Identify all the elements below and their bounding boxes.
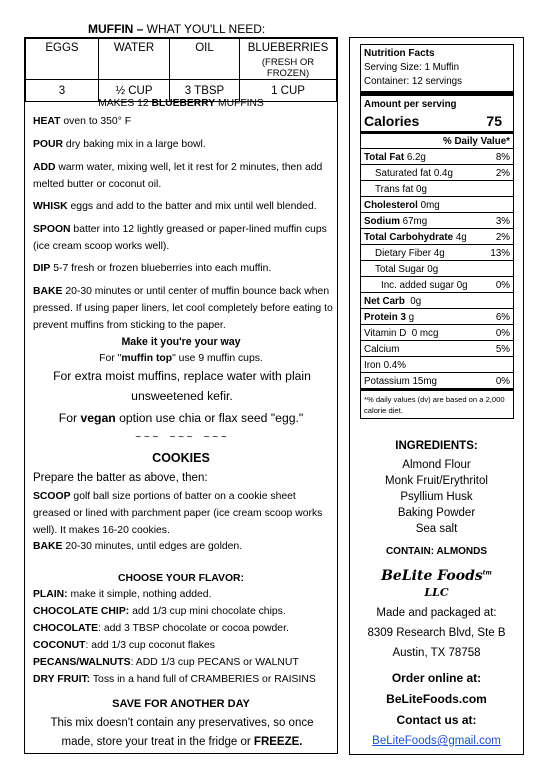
bake-text: 20-30 minutes, until edges are golden. xyxy=(62,541,243,552)
nutrient-label xyxy=(375,262,438,276)
nutrition-row xyxy=(361,164,513,180)
nutrient-amount: Inc. added sugar 0g xyxy=(381,280,468,291)
servings-container: Container: 12 servings xyxy=(364,76,463,87)
nutrient-label xyxy=(364,374,437,388)
nutrient-amount: 6.2g xyxy=(404,152,426,163)
contact-label: Contact us at: xyxy=(396,713,477,727)
step-bold: ADD xyxy=(33,162,56,173)
ingredient-item: Sea salt xyxy=(415,523,458,535)
nutrition-row xyxy=(361,212,513,228)
step-text: dry baking mix in a large bowl. xyxy=(63,139,206,150)
flavor-chocolate-chip xyxy=(33,603,333,620)
calories-value: 75 xyxy=(486,113,502,129)
nutrition-row xyxy=(361,196,513,212)
nutrient-amount: 0mg xyxy=(417,200,440,211)
step-bold: WHISK xyxy=(33,201,68,212)
nutrition-row xyxy=(361,372,513,388)
save-text-pre: This mix doesn't contain any preservatives, so once made, store your treat in the fridge or xyxy=(50,717,314,748)
nutrient-amount: Dietary Fiber 4g xyxy=(375,248,445,259)
ingredients-heading: INGREDIENTS: xyxy=(395,440,478,452)
step-dip xyxy=(33,260,333,277)
nutrient-name: Cholesterol xyxy=(364,200,418,211)
ingredient-item: Baking Powder xyxy=(397,507,476,519)
save-text-bold: FREEZE. xyxy=(253,736,303,748)
nutrition-row xyxy=(361,292,513,308)
flavor-text: make it simple, nothing added. xyxy=(67,589,212,600)
nutrient-label xyxy=(364,214,427,228)
nutrient-label xyxy=(364,326,438,340)
step-bold: SPOON xyxy=(33,224,71,235)
blueberries-sub: (FRESH OR FROZEN) xyxy=(261,57,315,79)
cookies-bake xyxy=(33,538,333,555)
value-eggs: 3 xyxy=(26,80,99,102)
nutrient-daily-value: 5% xyxy=(495,344,510,355)
nutrient-amount: Iron 0.4% xyxy=(364,360,406,371)
nutrient-amount: Trans fat 0g xyxy=(375,184,427,195)
title-rest: WHAT YOU'LL NEED: xyxy=(146,22,266,36)
step-pour xyxy=(33,136,333,153)
cookies-intro: Prepare the batter as above, then: xyxy=(33,472,208,484)
step-text: eggs and add to the batter and mix until well blended. xyxy=(67,201,317,212)
step-text: batter into 12 lightly greased or paper-lined muffin cups (ice cream scoop works well). xyxy=(33,224,327,252)
scoop-text: golf ball size portions of batter on a cookie sheet greased or lined with parchment paper (ice cream scoop works well). It makes 16-20 cookies. xyxy=(33,491,323,536)
nutrition-footnote: *% daily values (dv) are based on a 2,000 calorie diet. xyxy=(361,388,513,418)
flavor-text: : ADD 1/3 cup PECANS or WALNUT xyxy=(130,657,299,668)
blueberries-label: BLUEBERRIES xyxy=(247,42,329,54)
header-eggs: EGGS xyxy=(26,39,99,80)
flavor-plain xyxy=(33,586,333,603)
nutrient-amount: g xyxy=(405,312,415,323)
address-line1: 8309 Research Blvd, Ste B xyxy=(367,627,506,639)
nutrition-row xyxy=(361,180,513,196)
vegan-post: option use chia or flax seed "egg." xyxy=(115,411,304,425)
cookies-scoop xyxy=(33,488,333,539)
nutrient-daily-value: 0% xyxy=(495,376,510,387)
brand-mark: tm xyxy=(482,569,492,577)
website: BeLiteFoods.com xyxy=(386,692,487,706)
nutrient-label xyxy=(364,294,421,308)
nutrition-row xyxy=(361,148,513,164)
muffin-top-line xyxy=(25,350,337,367)
cookies-heading: COOKIES xyxy=(152,451,210,465)
daily-value-header: % Daily Value* xyxy=(361,131,513,148)
save-text xyxy=(37,714,327,752)
nutrient-amount: 0g xyxy=(404,296,422,307)
page-title xyxy=(88,22,265,36)
muffin-top-post: " use 9 muffin cups. xyxy=(172,353,263,364)
nutrition-row xyxy=(361,244,513,260)
made-by: Made and packaged at: xyxy=(376,607,497,619)
nutrient-label xyxy=(364,358,406,372)
flavor-bold: PLAIN: xyxy=(33,589,68,600)
nutrition-row xyxy=(361,340,513,356)
nutrient-amount: Total Sugar 0g xyxy=(375,264,439,275)
nutrition-row xyxy=(361,276,513,292)
moist-note: For extra moist muffins, replace water with plain unsweetened kefir. xyxy=(53,369,311,403)
ingredient-item: Monk Fruit/Erythritol xyxy=(385,475,488,487)
save-heading: SAVE FOR ANOTHER DAY xyxy=(112,698,250,710)
nutrient-label xyxy=(375,182,427,196)
flavor-bold: PECANS/WALNUTS xyxy=(33,657,131,668)
header-blueberries xyxy=(240,39,337,80)
nutrient-daily-value: 2% xyxy=(495,168,510,179)
nutrient-amount: 4g xyxy=(453,232,467,243)
header-oil: OIL xyxy=(170,39,240,80)
step-text: 5-7 fresh or frozen blueberries into each muffin. xyxy=(50,263,272,274)
nutrition-row xyxy=(361,356,513,372)
nutrient-amount: Potassium 15mg xyxy=(364,376,437,387)
email-link[interactable]: BeLiteFoods@gmail.com xyxy=(372,735,501,747)
order-label: Order online at: xyxy=(391,671,482,685)
makes-line xyxy=(25,95,337,112)
nutrient-name: Net Carb xyxy=(364,296,405,307)
flavor-bold: COCONUT xyxy=(33,640,86,651)
flavor-heading: CHOOSE YOUR FLAVOR: xyxy=(117,573,245,584)
nutrient-name: Protein 3 xyxy=(364,312,406,323)
vegan-note xyxy=(25,410,337,427)
recipe-panel xyxy=(24,37,338,754)
ingredient-item: Psyllium Husk xyxy=(400,491,473,503)
makes-post: MUFFINS xyxy=(215,98,264,109)
nutrient-label xyxy=(364,342,399,356)
nutrient-label xyxy=(375,166,453,180)
address-line2: Austin, TX 78758 xyxy=(392,647,481,659)
nutrient-amount: Calcium xyxy=(364,344,400,355)
title-bold: MUFFIN – xyxy=(88,22,147,36)
nutrient-name: Sodium xyxy=(364,216,400,227)
flavor-text: add 1/3 cup mini chocolate chips. xyxy=(129,606,286,617)
contains-allergen: CONTAIN: ALMONDS xyxy=(385,546,488,557)
step-heat xyxy=(33,113,333,130)
muffin-top-bold: muffin top xyxy=(121,353,173,364)
ingredients-list xyxy=(350,457,523,537)
calories-row xyxy=(361,111,513,131)
nutrition-title: Nutrition Facts xyxy=(364,48,435,59)
nutrient-label xyxy=(364,230,467,244)
nutrient-daily-value: 8% xyxy=(495,152,510,163)
nutrition-row xyxy=(361,308,513,324)
scoop-bold: SCOOP xyxy=(33,491,71,502)
brand-llc: LLC xyxy=(424,586,449,599)
nutrient-amount: 67mg xyxy=(399,216,428,227)
nutrition-row xyxy=(361,228,513,244)
step-add xyxy=(33,159,333,193)
step-bold: BAKE xyxy=(33,286,63,297)
flavor-dry-fruit xyxy=(33,671,333,688)
nutrient-label xyxy=(381,278,468,292)
flavor-pecans xyxy=(33,654,333,671)
makes-bold: BLUEBERRY xyxy=(151,98,216,109)
serving-size: Serving Size: 1 Muffin xyxy=(364,62,460,73)
flavor-text: : add 3 TBSP chocolate or cocoa powder. xyxy=(98,623,289,634)
value-oil: 3 TBSP xyxy=(170,80,240,102)
nutrient-label xyxy=(364,198,440,212)
step-bold: DIP xyxy=(33,263,51,274)
nutrition-row xyxy=(361,324,513,340)
value-water: ½ CUP xyxy=(99,80,170,102)
calories-label: Calories xyxy=(364,113,420,129)
divider: ~ ~ ~ ~ ~ ~ ~ ~ ~ xyxy=(135,432,227,443)
vegan-pre: For xyxy=(58,411,81,425)
value-blueberries: 1 CUP xyxy=(240,80,337,102)
flavor-text: : add 1/3 cup coconut flakes xyxy=(85,640,215,651)
your-way-heading: Make it you're your way xyxy=(121,336,241,348)
ingredient-item: Almond Flour xyxy=(402,459,471,471)
nutrient-label xyxy=(375,246,445,260)
step-spoon xyxy=(33,221,333,255)
nutrient-daily-value: 0% xyxy=(495,328,510,339)
nutrient-daily-value: 2% xyxy=(495,232,510,243)
header-water: WATER xyxy=(99,39,170,80)
flavor-bold: DRY FRUIT: xyxy=(33,674,91,685)
nutrient-label xyxy=(364,310,414,324)
nutrition-facts xyxy=(360,44,514,419)
nutrition-rows xyxy=(361,148,513,388)
nutrient-name: Total Fat xyxy=(364,152,405,163)
flavor-chocolate xyxy=(33,620,333,637)
nutrient-daily-value: 3% xyxy=(495,216,510,227)
step-bold: POUR xyxy=(33,139,64,150)
flavor-bold: CHOCOLATE CHIP: xyxy=(33,606,130,617)
step-text: 20-30 minutes or until center of muffin bounce back when pressed. If using paper liners, let cool completely before eating to prevent muffins from sticking to the paper. xyxy=(33,286,333,331)
nutrient-amount: Saturated fat 0.4g xyxy=(375,168,453,179)
brand-logo xyxy=(350,568,523,584)
step-bake xyxy=(33,283,333,334)
flavor-bold: CHOCOLATE xyxy=(33,623,99,634)
flavor-text: Toss in a hand full of CRAMBERIES or RAISINS xyxy=(90,674,316,685)
nutrient-daily-value: 6% xyxy=(495,312,510,323)
nutrient-daily-value: 13% xyxy=(490,248,510,259)
label-panel xyxy=(349,37,524,755)
brand-name: BeLite Foods xyxy=(381,568,483,584)
nutrient-amount: Vitamin D 0 mcg xyxy=(364,328,439,339)
nutrient-label xyxy=(364,150,426,164)
nutrient-daily-value: 0% xyxy=(495,280,510,291)
muffin-top-pre: For " xyxy=(99,353,122,364)
step-text: oven to 350° F xyxy=(60,116,132,127)
makes-pre: MAKES 12 xyxy=(98,98,152,109)
bake-bold: BAKE xyxy=(33,541,63,552)
vegan-bold: vegan xyxy=(80,411,116,425)
nutrition-row xyxy=(361,260,513,276)
amount-per-serving: Amount per serving xyxy=(361,91,513,111)
nutrient-name: Total Carbohydrate xyxy=(364,232,454,243)
step-text: warm water, mixing well, let it rest for 2 minutes, then add melted butter or coconut oil. xyxy=(33,162,323,190)
step-whisk xyxy=(33,198,333,215)
step-bold: HEAT xyxy=(33,116,61,127)
flavor-coconut xyxy=(33,637,333,654)
ingredients-table xyxy=(25,38,337,102)
